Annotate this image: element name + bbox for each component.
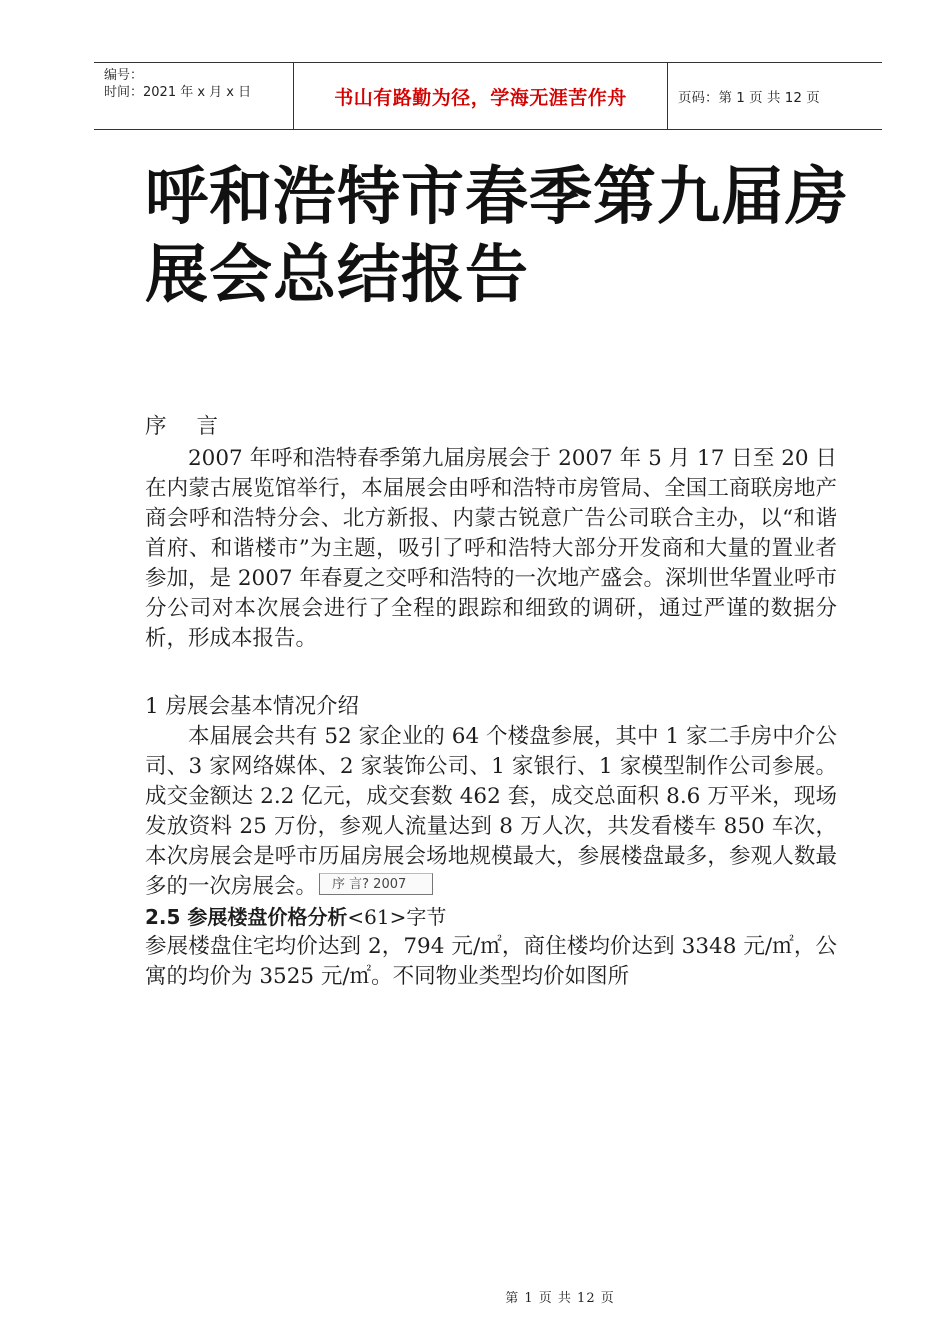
section-1-heading: 1 房展会基本情况介绍 [145, 694, 360, 719]
section-1-paragraph [145, 722, 837, 902]
preface-heading [145, 412, 837, 442]
embedded-object-box: 序 言? 2007 [319, 873, 433, 895]
section-2-5-heading-tag: <61>字节 [347, 905, 447, 929]
preface-paragraph: 2007 年呼和浩特春季第九届房展会于 2007 年 5 月 17 日至 20 日在内蒙古展览馆举行，本届展会由呼和浩特市房管局、全国工商联房地产商会呼和浩特分会、北方新报、内蒙古锐意广告公司联合主办，以“和谐首府、和谐楼市”为主题，吸引了呼和浩特大部分开发商和大量的置业者参加，是 2007 年春夏之交呼和浩特的一次地产盛会。深圳世华置业呼市分公司对本次展会进行了全程的跟踪和细致的调研，通过严谨的数据分析，形成本报告。 [145, 446, 837, 651]
header-page-info: 页码：第 1 页 共 12 页 [678, 90, 820, 106]
preface-heading-left: 序 [145, 414, 167, 439]
header-meta [94, 63, 294, 129]
section-2-5-heading [145, 902, 837, 932]
section-1-text: 本届展会共有 52 家企业的 64 个楼盘参展，其中 1 家二手房中介公司、3 家网络媒体、2 家装饰公司、1 家银行、1 家模型制作公司参展。成交金额达 2.2 亿元，成交套数 462 套，成交总面积 8.6 万平米，现场发放资料 25 万份，参观人流量达到 8 万人次，共发看楼车 850 车次，本次房展会是呼市历届房展会场地规模最大，参展楼盘最多，参观人数最多的一次房展会。 [145, 724, 837, 899]
document-title: 呼和浩特市春季第九届房展会总结报告 [145, 160, 849, 311]
page-footer: 第 1 页 共 12 页 [505, 1291, 615, 1306]
serial-label: 编号： [104, 68, 144, 83]
header-motto: 书山有路勤为径，学海无涯苦作舟 [294, 63, 668, 129]
preface-heading-right: 言 [196, 414, 219, 439]
time-label: 时间：2021 年 x 月 x 日 [104, 85, 252, 100]
section-2-5-heading-bold: 2.5 参展楼盘价格分析 [145, 905, 348, 929]
document-body [145, 412, 837, 992]
section-2-5-paragraph: 参展楼盘住宅均价达到 2，794 元/㎡，商住楼均价达到 3348 元/㎡，公寓的均价为 3525 元/㎡。不同物业类型均价如图所 [145, 934, 837, 989]
page-header [94, 62, 882, 130]
